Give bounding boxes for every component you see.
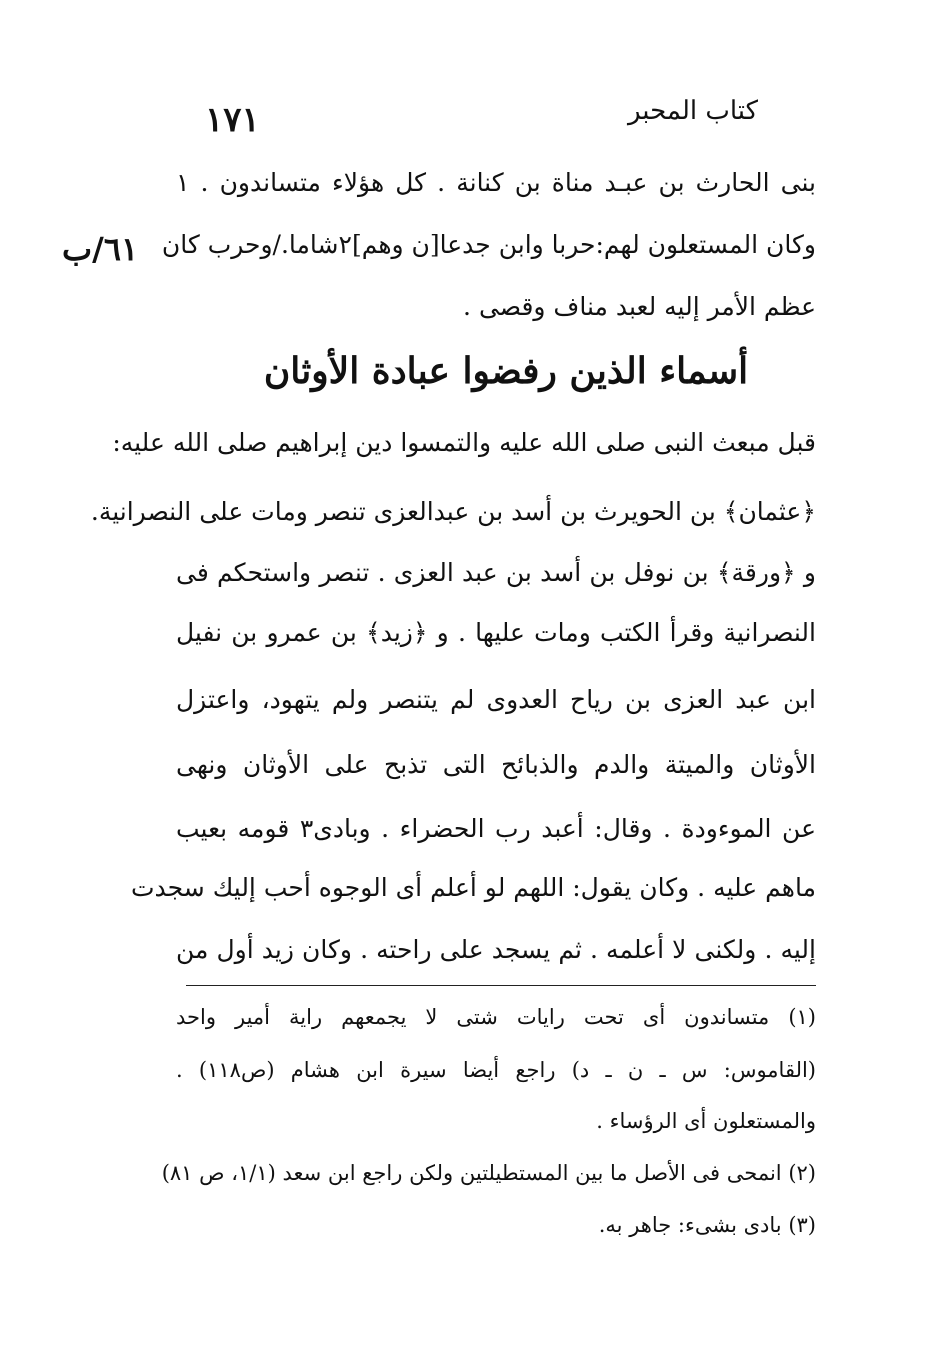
footnote-line: والمستعلون أى الرؤساء .: [596, 1109, 816, 1133]
body-line: ﴿عثمان﴾ بن الحويرث بن أسد بن عبدالعزى تنصر ومات على النصرانية.: [90, 497, 816, 526]
text-line: وكان المستعلون لهم:حربا وابن جدعا[ن وهم]٢شاما./وحرب كان: [161, 230, 816, 259]
footnote-divider: [186, 985, 816, 986]
footnote-line: (القاموس: س ـ ن ـ د) راجع أيضا سيرة ابن هشام (ص١١٨) .: [176, 1058, 816, 1082]
body-line: الأوثان والميتة والدم والذبائح التى تذبح على الأوثان ونهى: [176, 750, 816, 779]
body-line: و ﴿ورقة﴾ بن نوفل بن أسد بن عبد العزى . تنصر واستحكم فى: [176, 558, 816, 587]
body-line: عن الموءودة . وقال: أعبد رب الحضراء . وبادى٣ قومه بعيب: [176, 814, 816, 843]
body-line: النصرانية وقرأ الكتب ومات عليها . و ﴿زيد﴾ بن عمرو بن نفيل: [176, 618, 816, 647]
footnote-line: (٣) بادى بشىء: جاهر به.: [598, 1213, 816, 1237]
footnote-line: (١) متساندون أى تحت رايات شتى لا يجمعهم راية أمير واحد: [176, 1005, 816, 1029]
body-line: ابن عبد العزى بن رياح العدوى لم يتنصر ولم يتهود، واعتزل: [176, 685, 816, 714]
body-line: ماهم عليه . وكان يقول: اللهم لو أعلم أى الوجوه أحب إليك سجدت: [131, 873, 816, 902]
body-line: قبل مبعث النبى صلى الله عليه والتمسوا دين إبراهيم صلى الله عليه:: [112, 428, 816, 457]
page-number: ١٧١: [205, 100, 260, 140]
footnote-line: (٢) انمحى فى الأصل ما بين المستطيلتين ولكن راجع ابن سعد (١/١، ص ٨١): [161, 1161, 816, 1185]
text-line: عظم الأمر إليه لعبد مناف وقصى .: [463, 292, 816, 321]
running-book-title: كتاب المحبر: [627, 96, 758, 126]
section-heading: أسماء الذين رفضوا عبادة الأوثان: [263, 350, 749, 392]
manuscript-folio-note: ٦١/ب: [62, 230, 139, 268]
text-line: بنى الحارث بن عبـد مناة بن كنانة . كل هؤلاء متساندون . ١: [176, 168, 816, 197]
body-line: إليه . ولكنى لا أعلمه . ثم يسجد على راحته . وكان زيد أول من: [176, 935, 816, 964]
